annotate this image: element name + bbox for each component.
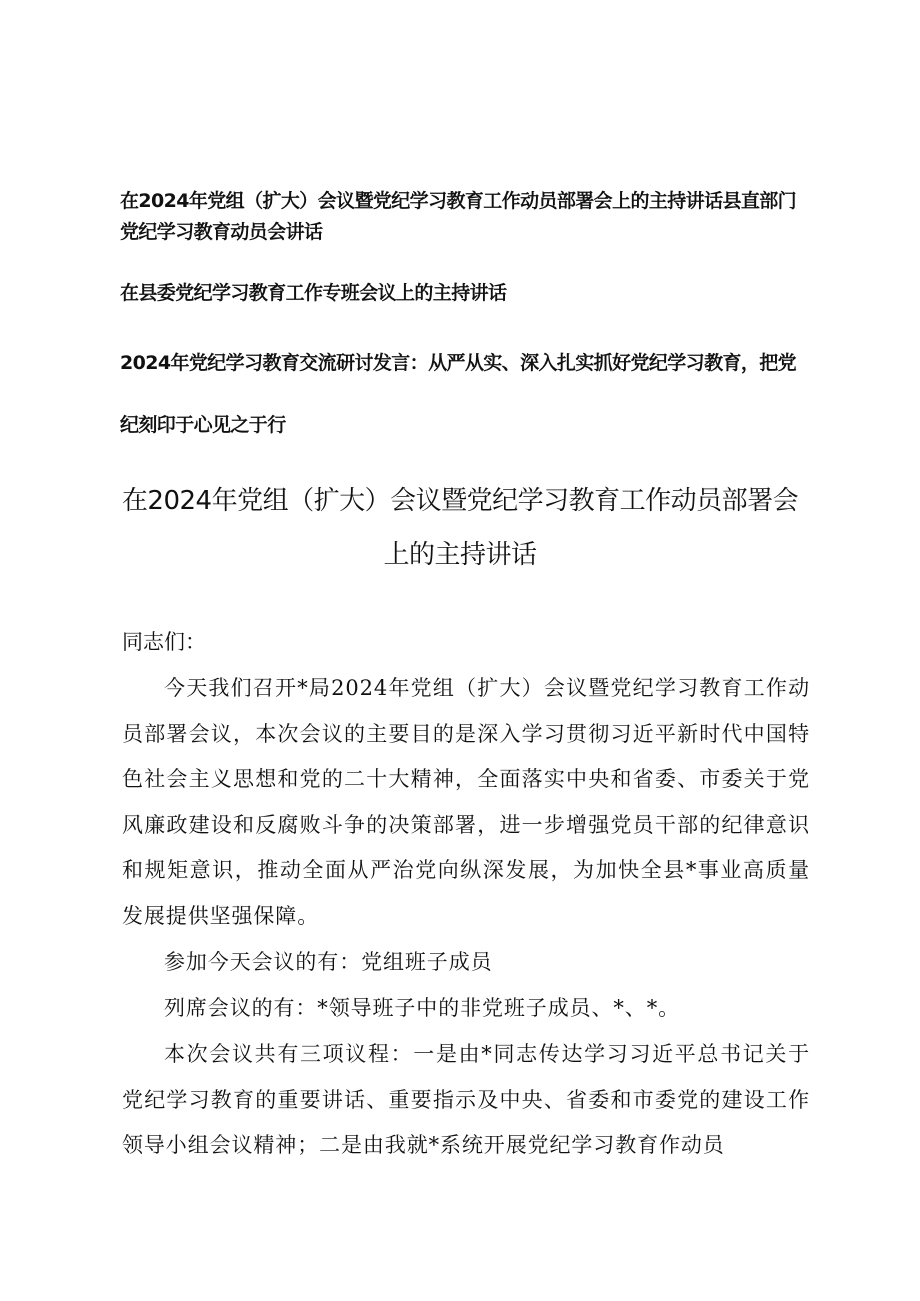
document-title: 在2024年党组（扩大）会议暨党纪学习教育工作动员部署会上的主持讲话 (121, 486, 799, 570)
toc-item-1: 在2024年党组（扩大）会议暨党纪学习教育工作动员部署会上的主持讲话县直部门党纪学习教育动员会讲话 (120, 190, 797, 243)
paragraph: 列席会议的有：*领导班子中的非党班子成员、*、*。 (164, 996, 680, 1020)
toc-item-3: 2024年党纪学习教育交流研讨发言：从严从实、深入扎实抓好党纪学习教育，把党纪刻印于心见之于行 (120, 352, 797, 436)
paragraph: 参加今天会议的有：党组班子成员 (164, 950, 493, 974)
paragraph: 今天我们召开*局2024年党组（扩大）会议暨党纪学习教育工作动员部署会议，本次会议的主要目的是深入学习贯彻习近平新时代中国特色社会主义思想和党的二十大精神，全面落实中央和省委、市委关于党风廉政建设和反腐败斗争的决策部署，进一步增强党员干部的纪律意识和规矩意识，推动全面从严治党向纵深发展，为加快全县*事业高质量发展提供坚强保障。 (122, 676, 810, 928)
toc-item-2: 在县委党纪学习教育工作专班会议上的主持讲话 (120, 282, 507, 304)
paragraph: 本次会议共有三项议程：一是由*同志传达学习习近平总书记关于党纪学习教育的重要讲话、重要指示及中央、省委和市委党的建设工作领导小组会议精神；二是由我就*系统开展党纪学习教育作动员 (122, 1042, 810, 1157)
salutation: 同志们： (122, 630, 206, 654)
